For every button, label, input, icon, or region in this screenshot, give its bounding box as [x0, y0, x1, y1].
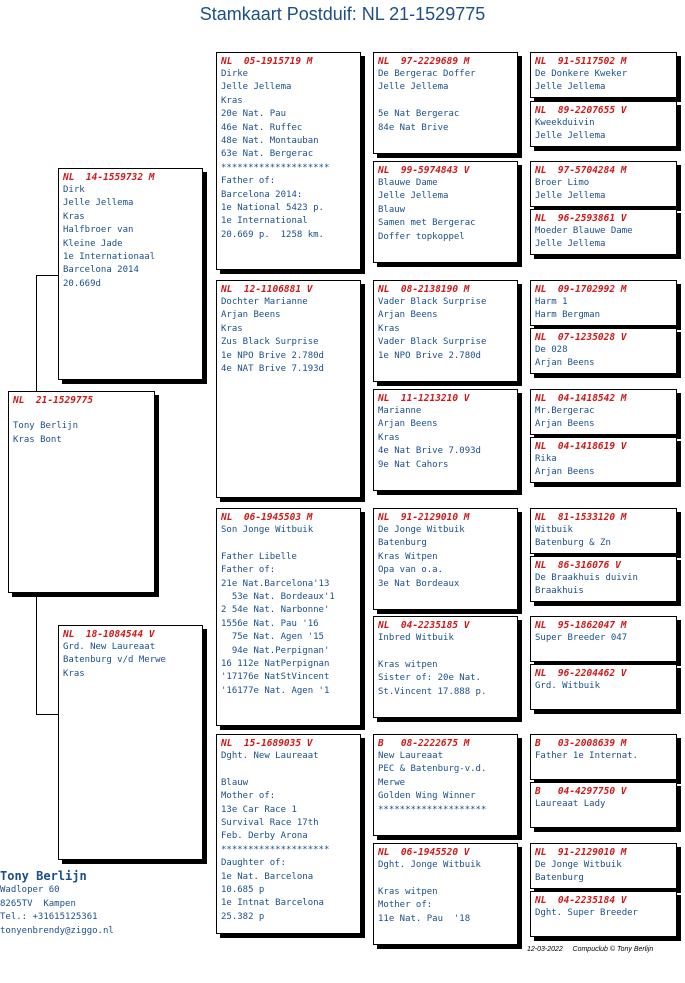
ring-number: NL 15-1689035 V — [221, 738, 313, 749]
card-text-line: Father Libelle — [221, 551, 297, 562]
card-text-line: Kras — [378, 323, 400, 334]
card-text-line: Arjan Beens — [535, 419, 595, 430]
card-text-line: PEC & Batenburg-v.d. — [378, 764, 487, 775]
card-text-line: 1e Nat. Barcelona — [221, 871, 314, 882]
pigeon-card-gen4-1 — [530, 52, 677, 98]
card-text-line: Jelle Jellema — [535, 239, 606, 250]
card-text-line — [221, 537, 356, 550]
card-text-line: De 028 — [535, 345, 568, 355]
ring-number: NL 81-1533120 M — [535, 512, 627, 523]
card-text-line: 84e Nat Brive — [378, 122, 449, 133]
card-text-line: 25.382 p — [221, 911, 265, 922]
card-text-line — [378, 872, 513, 885]
card-text-line: Merwe — [378, 777, 406, 788]
card-text-line: Halfbroer van — [63, 225, 134, 236]
card-text-line: Broer Limo — [535, 178, 590, 188]
card-text-line: Batenburg — [535, 873, 584, 884]
card-text-line: Arjan Beens — [378, 419, 438, 430]
card-text-line: 10.685 p — [221, 885, 265, 896]
card-text-line: 3e Nat Bordeaux — [378, 578, 460, 589]
pigeon-card-gen4-11 — [530, 616, 677, 662]
card-text-line: Arjan Beens — [535, 358, 595, 369]
card-text-line: Blauw — [221, 777, 249, 788]
pigeon-card-gen4-13 — [530, 734, 677, 780]
ring-number: NL 96-2593861 V — [535, 213, 627, 224]
pigeon-card-gen4-7 — [530, 389, 677, 435]
card-text-line: De Bergerac Doffer — [378, 69, 476, 79]
card-text-line: Batenburg v/d Merwe — [63, 655, 166, 666]
pigeon-card-sire-dam — [216, 280, 361, 498]
card-text-line: De Jonge Witbuik — [535, 860, 622, 870]
card-text-line: Dirke — [221, 69, 249, 79]
card-text-line: Kleine Jade — [63, 238, 123, 249]
card-text-line: Dght. Jonge Witbuik — [378, 860, 481, 870]
card-text-line: 4e Nat Brive 7.093d — [378, 446, 481, 457]
pigeon-card-sire-sire — [216, 52, 361, 270]
pigeon-card-subject — [8, 391, 155, 593]
card-text-line: 46e Nat. Ruffec — [221, 122, 303, 133]
card-text-line: '17176e NatStVincent — [221, 672, 330, 683]
card-text-line: 94e Nat.Perpignan' — [221, 645, 330, 656]
card-text-line: Dght. Super Breeder — [535, 908, 638, 918]
card-text-line: Feb. Derby Arona — [221, 831, 308, 842]
ring-number: NL 91-2129010 M — [378, 512, 470, 523]
pigeon-card-gen4-5 — [530, 280, 677, 326]
card-text-line: 48e Nat. Montauban — [221, 136, 319, 147]
card-text-line: 20.669 p. 1258 km. — [221, 229, 324, 240]
card-text-line: Kras — [221, 95, 243, 106]
card-text-line: Father of: — [221, 176, 276, 187]
card-text-line: 63e Nat. Bergerac — [221, 149, 314, 160]
pigeon-card-gen4-10 — [530, 556, 677, 602]
card-text-line: Kras — [378, 432, 400, 443]
ring-number: B 04-4297750 V — [535, 786, 627, 797]
pigeon-card-gen4-4 — [530, 209, 677, 255]
card-text-line: Blauwe Dame — [378, 178, 438, 188]
card-text-line: De Braakhuis duivin — [535, 573, 638, 583]
pigeon-card-ds-dam — [373, 616, 518, 718]
ring-number: NL 04-2235185 V — [378, 620, 470, 631]
card-text-line: 1e Intnat Barcelona — [221, 898, 324, 909]
card-text-line: 53e Nat. Bordeaux'1 — [221, 592, 335, 603]
card-text-line: 20.669d — [63, 278, 101, 289]
footer-credit: 12-03-2022 Compuclub © Tony Berlijn — [527, 946, 654, 953]
owner-address-line: Wadloper 60 — [0, 885, 60, 895]
card-text-line: Dght. New Laureaat — [221, 751, 319, 761]
card-text-line: Batenburg & Zn — [535, 538, 611, 549]
card-text-line: Rika — [535, 454, 557, 464]
card-text-line: Kras witpen — [378, 659, 438, 670]
card-text-line: 4e NAT Brive 7.193d — [221, 364, 324, 375]
pigeon-card-sd-dam — [373, 389, 518, 491]
ring-number: NL 89-2207655 V — [535, 105, 627, 116]
card-text-line: Jelle Jellema — [535, 131, 606, 142]
card-text-line: Jelle Jellema — [221, 82, 292, 93]
owner-name: Tony Berlijn — [0, 869, 87, 883]
card-text-line: '16177e Nat. Agen '1 — [221, 685, 330, 696]
ring-number: B 08-2222675 M — [378, 738, 470, 749]
ring-number: NL 06-1945503 M — [221, 512, 313, 523]
card-text-line: Marianne — [378, 406, 422, 416]
ring-number: NL 06-1945520 V — [378, 847, 470, 858]
ring-number: NL 21-1529775 — [13, 395, 94, 406]
ring-number: NL 91-2129010 M — [535, 847, 627, 858]
owner-address-line: 8265TV Kampen — [0, 898, 76, 909]
card-text-line: Mother of: — [221, 791, 276, 802]
ring-number: NL 91-5117502 M — [535, 56, 627, 67]
card-text-line: 13e Car Race 1 — [221, 804, 297, 815]
ring-number: NL 05-1915719 M — [221, 56, 313, 67]
ring-number: NL 11-1213210 V — [378, 393, 470, 404]
pigeon-card-gen4-14 — [530, 782, 677, 828]
pigeon-card-gen4-3 — [530, 161, 677, 207]
connector-line — [36, 714, 58, 715]
ring-number: NL 09-1702992 M — [535, 284, 627, 295]
pigeon-card-gen4-8 — [530, 437, 677, 483]
connector-line — [36, 275, 58, 276]
card-text-line: 1556e Nat. Pau '16 — [221, 618, 319, 629]
card-text-line — [221, 763, 356, 776]
card-text-line: 75e Nat. Agen '15 — [221, 632, 324, 643]
card-text-line: New Laureaat — [378, 751, 444, 761]
pigeon-card-dd-dam — [373, 843, 518, 945]
card-text-line: Father 1e Internat. — [535, 751, 638, 761]
card-text-line: Opa van o.a. — [378, 565, 444, 576]
card-text-line: Tony Berlijn — [13, 421, 79, 432]
card-text-line: St.Vincent 17.888 p. — [378, 686, 487, 697]
card-text-line: 21e Nat.Barcelona'13 — [221, 578, 330, 589]
pigeon-card-dd-sire — [373, 734, 518, 836]
ring-number: NL 08-2138190 M — [378, 284, 470, 295]
ring-number: NL 96-2204462 V — [535, 668, 627, 679]
card-text-line: Super Breeder 047 — [535, 633, 628, 643]
card-text-line: Mother of: — [378, 900, 433, 911]
card-text-line: Kweekduivin — [535, 118, 595, 128]
card-text-line: 9e Nat Cahors — [378, 459, 449, 470]
card-text-line: Son Jonge Witbuik — [221, 525, 314, 535]
card-text-line: Blauw — [378, 204, 406, 215]
card-text-line: ******************** — [221, 162, 330, 173]
card-text-line: Kras — [63, 668, 85, 679]
pigeon-card-ds-sire — [373, 508, 518, 610]
card-text-line: Barcelona 2014 — [63, 265, 139, 276]
card-text-line: Harm 1 — [535, 297, 568, 307]
card-text-line: 20e Nat. Pau — [221, 109, 287, 120]
card-text-line: Arjan Beens — [378, 310, 438, 321]
pigeon-card-gen4-2 — [530, 101, 677, 147]
card-text-line: Father of: — [221, 565, 276, 576]
card-text-line: De Donkere Kweker — [535, 69, 628, 79]
pigeon-card-sd-sire — [373, 280, 518, 382]
card-text-line: Harm Bergman — [535, 310, 601, 321]
card-text-line: Witbuik — [535, 525, 573, 535]
card-text-line: 1e National 5423 p. — [221, 203, 324, 214]
card-text-line: Samen met Bergerac — [378, 218, 476, 229]
card-text-line: ******************** — [221, 844, 330, 855]
owner-block — [0, 868, 200, 938]
pigeon-card-gen4-9 — [530, 508, 677, 554]
ring-number: NL 12-1106881 V — [221, 284, 313, 295]
pigeon-card-gen4-15 — [530, 843, 677, 889]
pigeon-card-dam-dam — [216, 734, 361, 934]
pigeon-card-ss-sire — [373, 52, 518, 154]
card-text-line: Inbred Witbuik — [378, 633, 454, 643]
card-text-line: 1e NPO Brive 2.780d — [378, 350, 481, 361]
card-text-line: Grd. New Laureaat — [63, 642, 156, 652]
card-text-line: 1e Internationaal — [63, 252, 156, 263]
card-text-line: Golden Wing Winner — [378, 791, 476, 802]
owner-email[interactable]: tonyenbrendy@ziggo.nl — [0, 925, 114, 936]
card-text-line: Sister of: 20e Nat. — [378, 673, 481, 684]
ring-number: NL 95-1862047 M — [535, 620, 627, 631]
card-text-line: 16 112e NatPerpignan — [221, 659, 330, 670]
pigeon-card-gen4-12 — [530, 664, 677, 710]
card-text-line: Jelle Jellema — [535, 191, 606, 202]
card-text-line: Dochter Marianne — [221, 297, 308, 307]
ring-number: NL 97-5704284 M — [535, 165, 627, 176]
card-text-line: 2 54e Nat. Narbonne' — [221, 605, 330, 616]
card-text-line: Arjan Beens — [221, 310, 281, 321]
card-text-line: Batenburg — [378, 538, 427, 549]
card-text-line — [378, 95, 513, 108]
card-text-line: Jelle Jellema — [535, 82, 606, 93]
card-text-line: Jelle Jellema — [378, 82, 449, 93]
card-text-line: Kras witpen — [378, 886, 438, 897]
ring-number: NL 18-1084544 V — [63, 629, 155, 640]
card-text-line: Arjan Beens — [535, 467, 595, 478]
card-text-line: Kras — [221, 323, 243, 334]
ring-number: NL 99-5974843 V — [378, 165, 470, 176]
card-text-line: De Jonge Witbuik — [378, 525, 465, 535]
card-text-line: Zus Black Surprise — [221, 337, 319, 348]
card-text-line: Daughter of: — [221, 858, 287, 869]
card-text-line: Jelle Jellema — [63, 198, 134, 209]
card-text-line: ******************** — [378, 804, 487, 815]
ring-number: NL 04-2235184 V — [535, 895, 627, 906]
ring-number: NL 86-316076 V — [535, 560, 621, 571]
card-text-line: Moeder Blauwe Dame — [535, 226, 633, 236]
card-text-line — [13, 407, 150, 420]
pigeon-card-sire — [58, 168, 203, 380]
card-text-line: Grd. Witbuik — [535, 681, 601, 691]
ring-number: NL 04-1418619 V — [535, 441, 627, 452]
card-text-line: Laureaat Lady — [535, 799, 606, 809]
card-text-line — [378, 645, 513, 658]
pigeon-card-dam-sire — [216, 508, 361, 726]
ring-number: NL 04-1418542 M — [535, 393, 627, 404]
card-text-line: Jelle Jellema — [378, 191, 449, 202]
card-text-line: Vader Black Surprise — [378, 337, 487, 348]
ring-number: NL 07-1235028 V — [535, 332, 627, 343]
card-text-line: Barcelona 2014: — [221, 189, 303, 200]
card-text-line: Dirk — [63, 185, 85, 195]
card-text-line: Kras Bont — [13, 434, 62, 445]
card-text-line: Kras — [63, 211, 85, 222]
pigeon-card-gen4-6 — [530, 328, 677, 374]
pigeon-card-ss-dam — [373, 161, 518, 263]
card-text-line: 1e International — [221, 216, 308, 227]
owner-phone: Tel.: +31615125361 — [0, 912, 98, 922]
pigeon-card-gen4-16 — [530, 891, 677, 937]
card-text-line: Kras Witpen — [378, 551, 438, 562]
card-text-line: Braakhuis — [535, 586, 584, 597]
card-text-line: 1e NPO Brive 2.780d — [221, 350, 324, 361]
ring-number: B 03-2008639 M — [535, 738, 627, 749]
page-title: Stamkaart Postduif: NL 21-1529775 — [199, 4, 486, 24]
card-text-line: Survival Race 17th — [221, 818, 319, 829]
ring-number: NL 97-2229689 M — [378, 56, 470, 67]
card-text-line: Doffer topkoppel — [378, 231, 465, 242]
card-text-line: Vader Black Surprise — [378, 297, 487, 307]
card-text-line: Mr.Bergerac — [535, 406, 595, 416]
card-text-line: 11e Nat. Pau '18 — [378, 913, 471, 924]
card-text-line: 5e Nat Bergerac — [378, 109, 460, 120]
pigeon-card-dam — [58, 625, 203, 860]
ring-number: NL 14-1559732 M — [63, 172, 155, 183]
